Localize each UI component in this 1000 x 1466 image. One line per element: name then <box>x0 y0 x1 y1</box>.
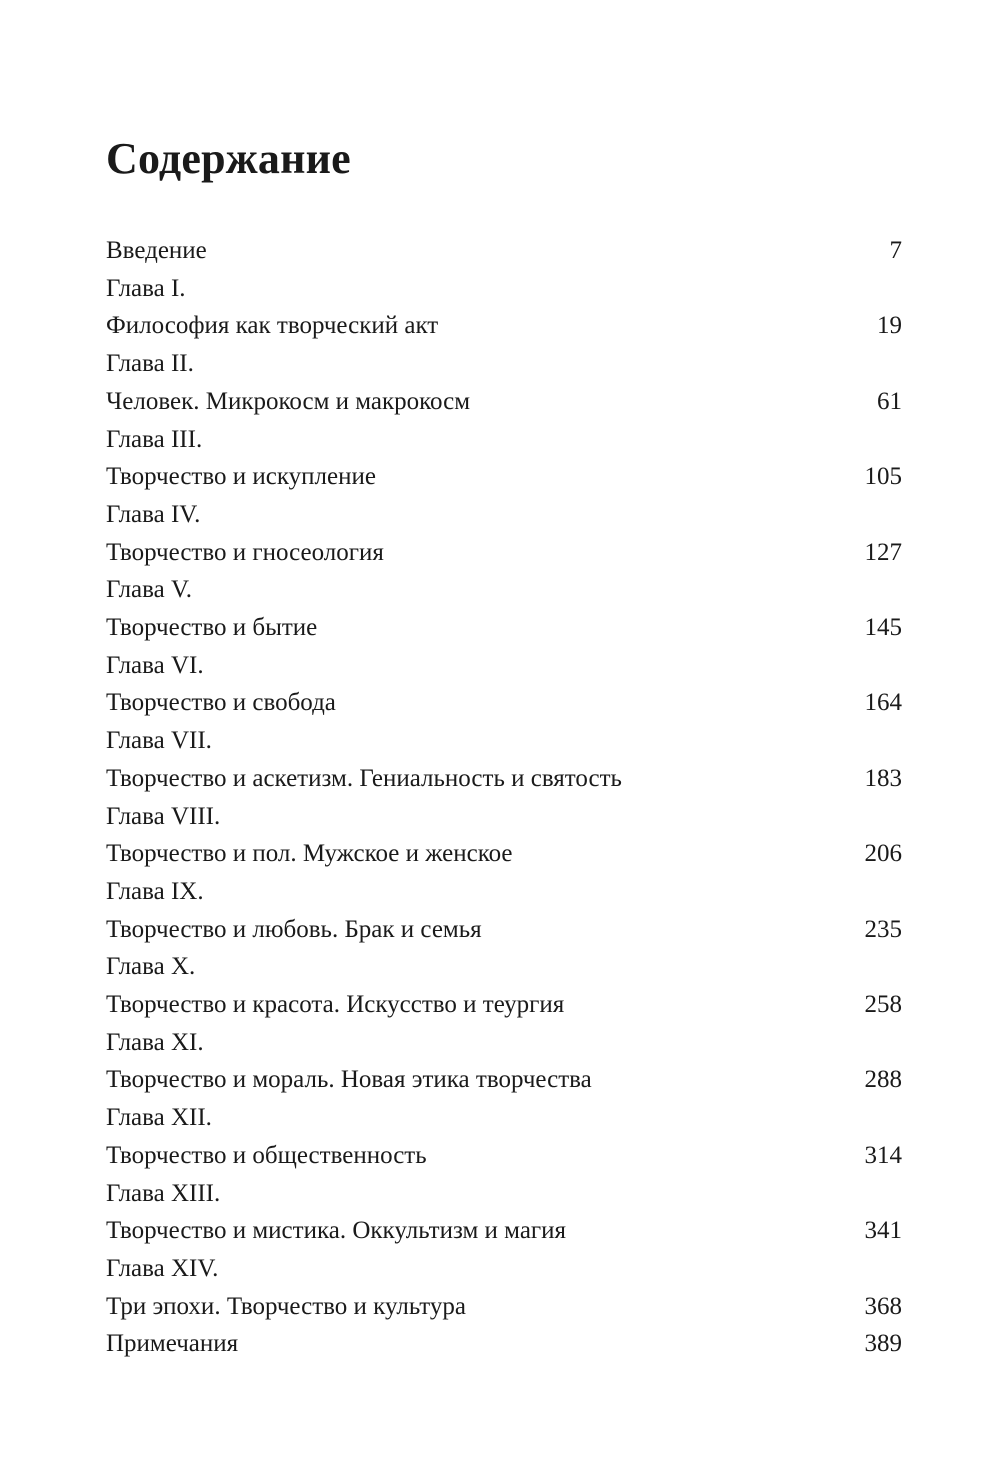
toc-entry-row <box>106 609 902 647</box>
toc-entry-row <box>106 1288 902 1326</box>
toc-entry-title: Творчество и гносеология <box>106 538 384 566</box>
toc-entry-chapter-5 <box>106 571 902 646</box>
chapter-label: Глава XIII. <box>106 1179 221 1207</box>
toc-entry-title: Творчество и красота. Искусство и теургия <box>106 991 565 1019</box>
toc-entry-row <box>106 760 902 798</box>
toc-entry-page: 258 <box>864 991 902 1019</box>
toc-entry-notes <box>106 1325 902 1363</box>
toc-entry-page: 389 <box>864 1330 902 1358</box>
chapter-label: Глава V. <box>106 576 193 604</box>
toc-entry-chapter-8 <box>106 798 902 873</box>
chapter-label: Глава XIV. <box>106 1254 219 1282</box>
chapter-label: Глава XI. <box>106 1028 204 1056</box>
toc-entry-page: 145 <box>864 614 902 642</box>
toc-entry-title: Примечания <box>106 1330 239 1358</box>
chapter-label: Глава IX. <box>106 877 204 905</box>
toc-entry-title: Философия как творческий акт <box>106 312 439 340</box>
chapter-label: Глава IV. <box>106 500 201 528</box>
toc-entry-row <box>106 458 902 496</box>
toc-entry-page: 368 <box>864 1292 902 1320</box>
toc-entry-row <box>106 835 902 873</box>
toc-entry-title: Творчество и аскетизм. Гениальность и святость <box>106 764 622 792</box>
chapter-label: Глава VII. <box>106 727 212 755</box>
toc-entry-chapter-14 <box>106 1250 902 1325</box>
toc-entry-title: Творчество и бытие <box>106 614 318 642</box>
chapter-label: Глава X. <box>106 953 196 981</box>
toc-entry-page: 105 <box>864 463 902 491</box>
toc-entry-chapter-7 <box>106 722 902 797</box>
toc-entry-chapter-2 <box>106 345 902 420</box>
page-title: Содержание <box>106 134 351 183</box>
toc-entry-title: Введение <box>106 237 207 264</box>
toc-entry-row <box>106 684 902 722</box>
toc-entry-chapter-3 <box>106 421 902 496</box>
toc-entry-row <box>106 383 902 421</box>
toc-entry-page: 127 <box>864 538 902 566</box>
toc-entry-page: 61 <box>877 387 902 415</box>
toc-entry-title: Творчество и мораль. Новая этика творчества <box>106 1066 592 1094</box>
toc-entry-row <box>106 911 902 949</box>
toc-entry-chapter-12 <box>106 1099 902 1174</box>
toc-entry-chapter-1 <box>106 270 902 345</box>
toc-entry-title: Творчество и искупление <box>106 463 376 491</box>
table-of-contents <box>106 232 902 1363</box>
toc-entry-chapter-11 <box>106 1024 902 1099</box>
chapter-label: Глава VIII. <box>106 802 221 830</box>
toc-entry-row <box>106 307 902 345</box>
toc-entry-chapter-13 <box>106 1175 902 1250</box>
toc-entry-chapter-10 <box>106 948 902 1023</box>
toc-entry-row <box>106 1212 902 1250</box>
toc-entry-chapter-9 <box>106 873 902 948</box>
toc-entry-page: 164 <box>864 689 902 717</box>
toc-entry-row <box>106 986 902 1024</box>
toc-entry-page: 288 <box>864 1066 902 1094</box>
toc-entry-page: 206 <box>864 840 902 868</box>
toc-entry-page: 341 <box>864 1217 902 1245</box>
toc-entry-title: Три эпохи. Творчество и культура <box>106 1292 466 1320</box>
toc-entry-page: 7 <box>889 237 902 264</box>
chapter-label: Глава II. <box>106 350 194 378</box>
toc-entry-chapter-6 <box>106 647 902 722</box>
toc-entry-title: Творчество и мистика. Оккультизм и магия <box>106 1217 567 1245</box>
chapter-label: Глава XII. <box>106 1104 212 1132</box>
toc-entry-title: Творчество и свобода <box>106 689 336 717</box>
toc-entry-chapter-4 <box>106 496 902 571</box>
toc-entry-row <box>106 1325 902 1363</box>
toc-entry-row <box>106 232 902 270</box>
toc-entry-row <box>106 1137 902 1175</box>
toc-entry-page: 314 <box>864 1141 902 1169</box>
toc-entry-page: 235 <box>864 915 902 943</box>
toc-entry-row <box>106 1061 902 1099</box>
toc-entry-title: Творчество и любовь. Брак и семья <box>106 915 482 943</box>
toc-entry-page: 19 <box>877 312 902 340</box>
toc-entry-title: Творчество и общественность <box>106 1141 427 1169</box>
chapter-label: Глава III. <box>106 425 203 453</box>
chapter-label: Глава VI. <box>106 651 204 679</box>
toc-entry-title: Человек. Микрокосм и макрокосм <box>106 387 471 415</box>
toc-entry-introduction <box>106 232 902 270</box>
toc-entry-row <box>106 534 902 572</box>
toc-entry-page: 183 <box>864 764 902 792</box>
chapter-label: Глава I. <box>106 274 186 302</box>
toc-entry-title: Творчество и пол. Мужское и женское <box>106 840 513 868</box>
